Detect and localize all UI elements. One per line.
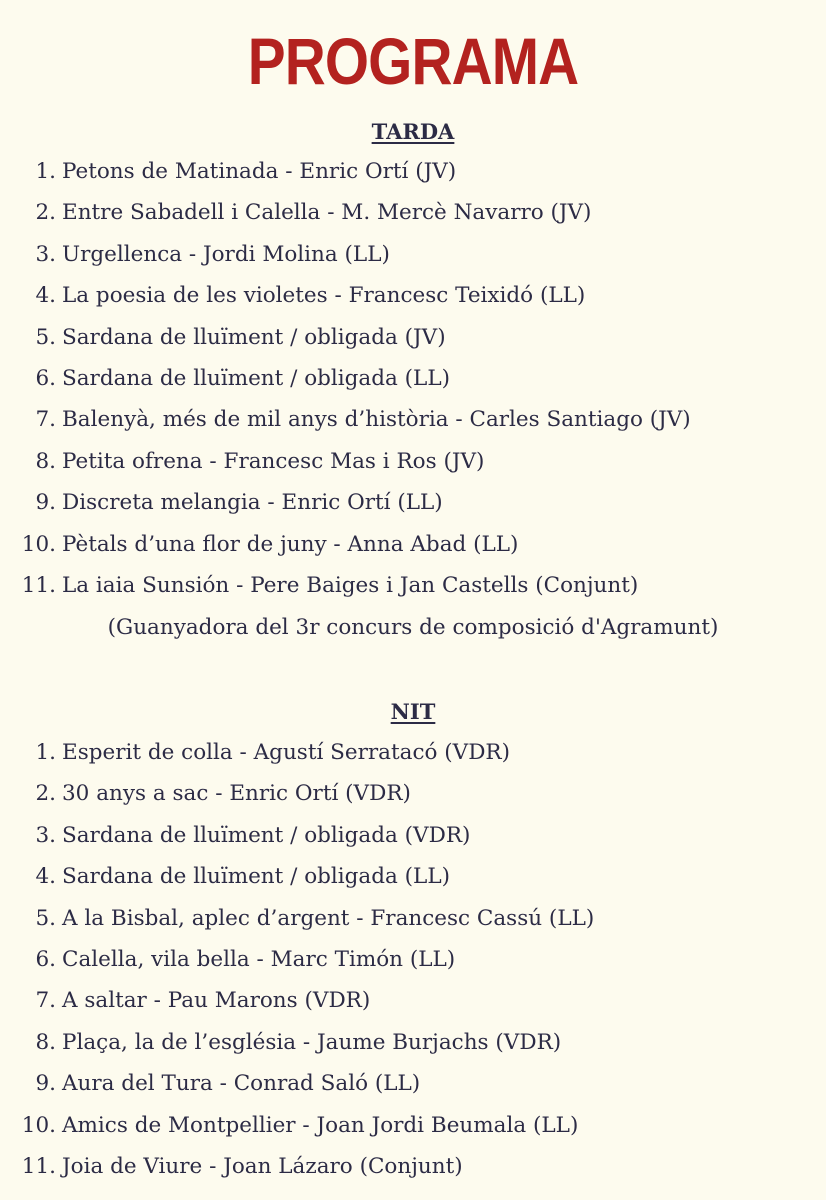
list-item [0, 489, 826, 530]
list-item [0, 531, 826, 572]
item-number: 7. [35, 407, 56, 433]
nit-list [0, 739, 826, 1194]
list-item [0, 1112, 826, 1153]
item-text: A la Bisbal, aplec d’argent - Francesc Cassú (LL) [62, 905, 595, 931]
item-text: Pètals d’una flor de juny - Anna Abad (LL) [62, 531, 519, 557]
item-text: Sardana de lluïment / obligada (LL) [62, 365, 450, 391]
item-text: Sardana de lluïment / obligada (VDR) [62, 822, 471, 848]
list-item [0, 572, 826, 613]
item-text: La poesia de les violetes - Francesc Teixidó (LL) [62, 283, 586, 309]
item-text: A saltar - Pau Marons (VDR) [62, 988, 371, 1014]
list-item [0, 822, 826, 863]
item-number: 3. [35, 241, 56, 267]
item-number: 10. [21, 1112, 56, 1138]
item-number: 11. [21, 572, 56, 598]
item-text: Discreta melangia - Enric Ortí (LL) [62, 490, 443, 516]
item-number: 6. [35, 946, 56, 972]
list-item [0, 282, 826, 323]
list-item [0, 158, 826, 199]
tarda-note: (Guanyadora del 3r concurs de composició d'Agramunt) [107, 615, 719, 640]
item-text: La iaia Sunsión - Pere Baiges i Jan Castells (Conjunt) [62, 572, 639, 598]
list-item [0, 780, 826, 821]
list-item [0, 406, 826, 447]
item-number: 2. [35, 200, 56, 226]
item-text: Urgellenca - Jordi Molina (LL) [62, 241, 390, 267]
item-text: Entre Sabadell i Calella - M. Mercè Navarro (JV) [62, 200, 592, 226]
item-number: 7. [35, 988, 56, 1014]
page-title: PROGRAMA [247, 24, 579, 98]
list-item [0, 1029, 826, 1070]
list-item [0, 1070, 826, 1111]
item-text: Plaça, la de l’església - Jaume Burjachs (VDR) [62, 1029, 562, 1055]
item-text: Esperit de colla - Agustí Serratacó (VDR) [62, 740, 511, 765]
list-item [0, 1153, 826, 1194]
item-text: Amics de Montpellier - Joan Jordi Beumala (LL) [62, 1112, 579, 1138]
item-text: Calella, vila bella - Marc Timón (LL) [62, 946, 456, 972]
item-number: 4. [35, 283, 56, 309]
item-number: 5. [35, 324, 56, 350]
item-number: 1. [35, 159, 56, 184]
list-item [0, 987, 826, 1028]
item-number: 11. [21, 1153, 56, 1179]
item-number: 4. [35, 864, 56, 890]
item-number: 8. [35, 1029, 56, 1055]
list-item [0, 241, 826, 282]
item-number: 9. [35, 1071, 56, 1097]
item-number: 5. [35, 905, 56, 931]
list-item [0, 739, 826, 780]
item-number: 9. [35, 490, 56, 516]
list-item [0, 199, 826, 240]
item-text: Sardana de lluïment / obligada (LL) [62, 864, 450, 890]
item-number: 1. [35, 740, 56, 765]
tarda-list [0, 158, 826, 613]
item-number: 3. [35, 822, 56, 848]
item-text: Sardana de lluïment / obligada (JV) [62, 324, 446, 350]
item-number: 2. [35, 781, 56, 807]
list-item [0, 324, 826, 365]
list-item [0, 448, 826, 489]
item-number: 6. [35, 365, 56, 391]
item-number: 10. [21, 531, 56, 557]
list-item [0, 946, 826, 987]
item-text: Joia de Viure - Joan Lázaro (Conjunt) [62, 1153, 463, 1179]
list-item [0, 905, 826, 946]
item-number: 8. [35, 448, 56, 474]
list-item [0, 863, 826, 904]
item-text: Aura del Tura - Conrad Saló (LL) [62, 1071, 421, 1097]
item-text: Petita ofrena - Francesc Mas i Ros (JV) [62, 448, 485, 474]
section-heading-nit: NIT [390, 699, 436, 724]
item-text: 30 anys a sac - Enric Ortí (VDR) [62, 781, 411, 807]
section-heading-tarda: TARDA [371, 119, 455, 144]
item-text: Balenyà, més de mil anys d’història - Carles Santiago (JV) [62, 407, 691, 433]
list-item [0, 365, 826, 406]
item-text: Petons de Matinada - Enric Ortí (JV) [62, 159, 457, 184]
